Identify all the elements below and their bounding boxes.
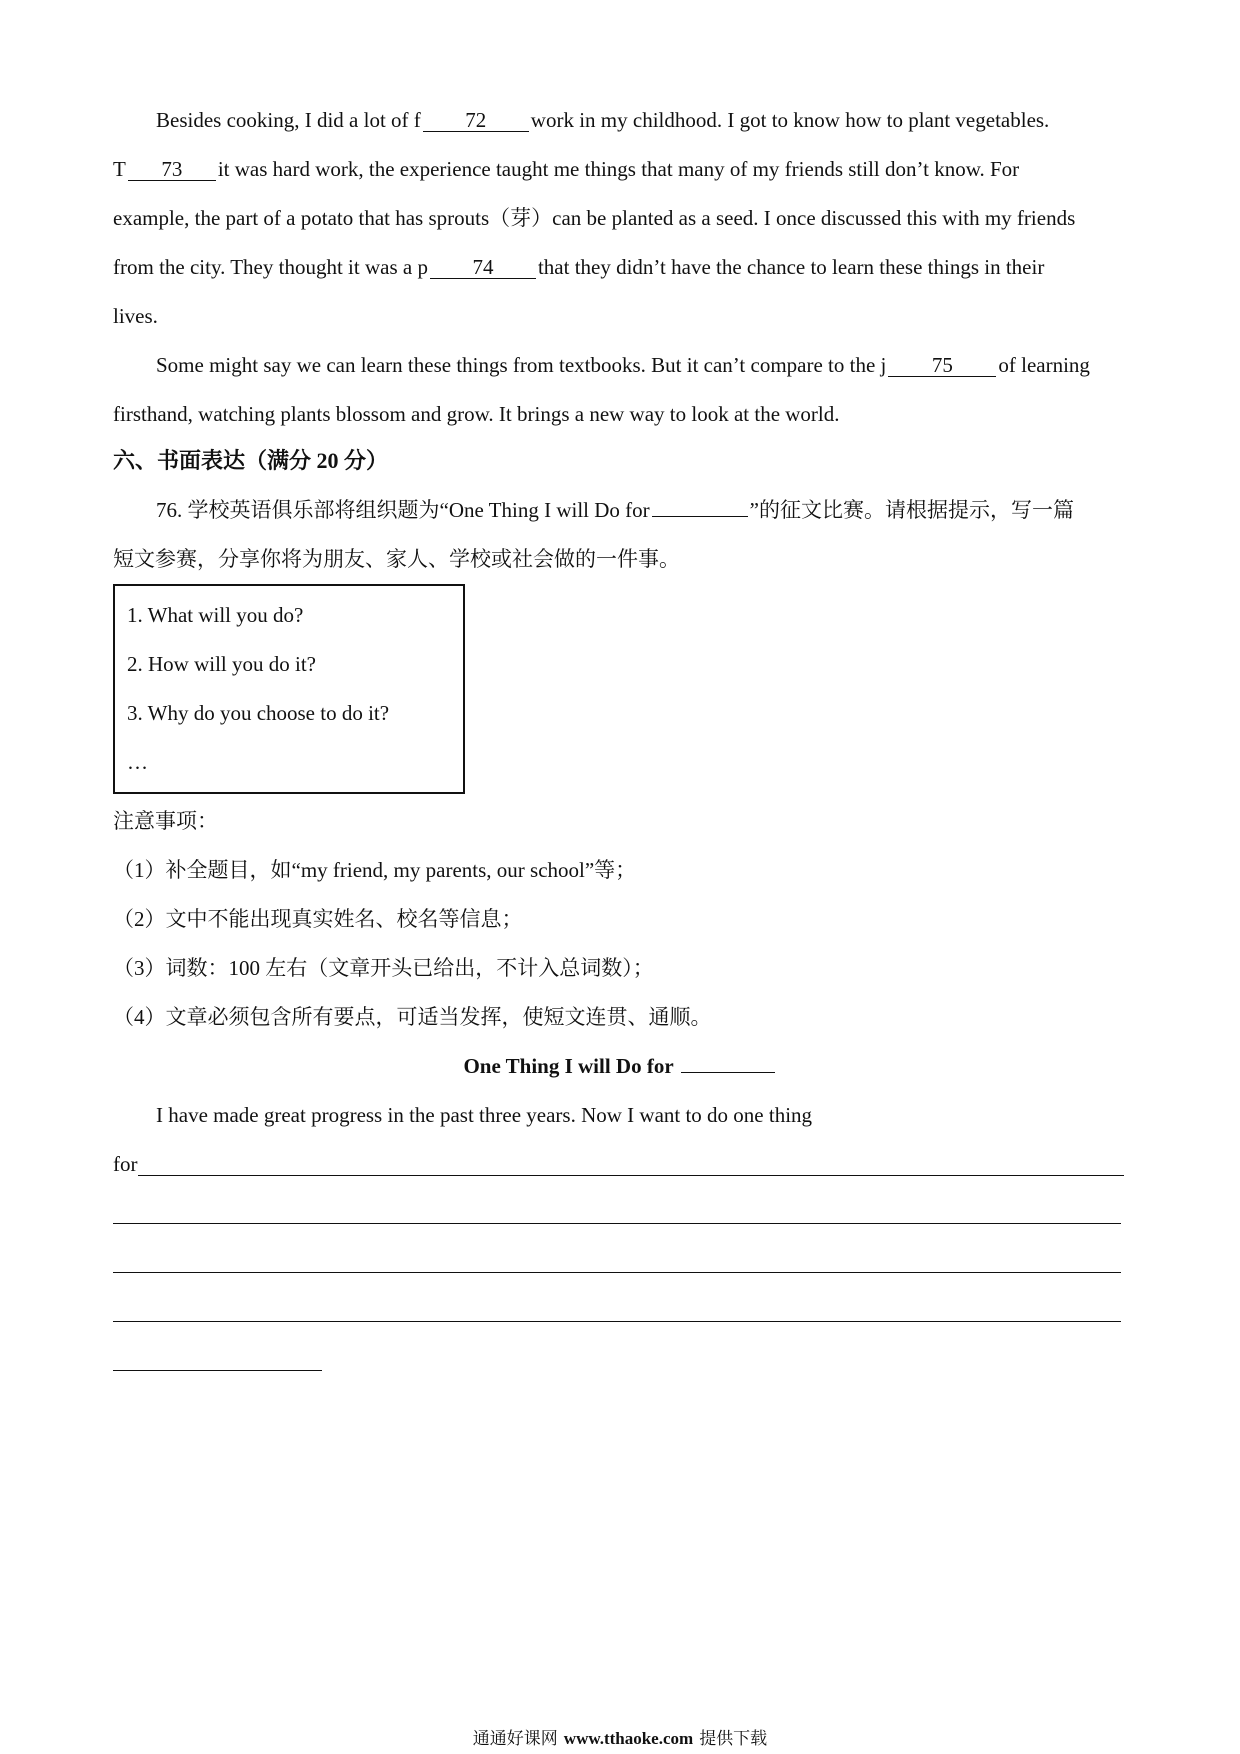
- passage-line-6: Some might say we can learn these things from textbooks. But it can’t compare to the j 75 of learning: [156, 353, 1090, 377]
- writing-line[interactable]: [113, 1223, 1121, 1224]
- page-footer: 通通好课网 www.tthaoke.com 提供下载: [472, 1729, 768, 1749]
- passage-line-3: example, the part of a potato that has sprouts（芽）can be planted as a seed. I once discussed this with my friends: [113, 206, 1076, 230]
- blank-72[interactable]: 72: [423, 109, 529, 132]
- blank-75[interactable]: 75: [888, 354, 996, 377]
- title-blank[interactable]: [652, 516, 748, 517]
- notes-label: 注意事项：: [113, 809, 218, 833]
- blank-73[interactable]: 73: [128, 158, 216, 181]
- hint-item: 3. Why do you choose to do it?: [127, 701, 390, 725]
- essay-title-blank[interactable]: [681, 1072, 775, 1073]
- blank-74[interactable]: 74: [430, 256, 536, 279]
- passage-line-1: Besides cooking, I did a lot of f 72 work in my childhood. I got to know how to plant vegetables.: [156, 108, 1050, 132]
- writing-line[interactable]: [113, 1370, 322, 1371]
- writing-line[interactable]: [113, 1272, 1121, 1273]
- note-item-4: （4）文章必须包含所有要点，可适当发挥，使短文连贯、通顺。: [113, 1005, 712, 1029]
- hint-item: 2. How will you do it?: [127, 652, 316, 676]
- passage-line-7: firsthand, watching plants blossom and grow. It brings a new way to look at the world.: [113, 402, 840, 426]
- footer-url: www.tthaoke.com: [563, 1729, 694, 1748]
- writing-line[interactable]: [138, 1175, 1124, 1176]
- section-heading: 六、书面表达（满分 20 分）: [113, 448, 389, 473]
- passage-line-4: from the city. They thought it was a p 74 that they didn’t have the chance to learn these things in their: [113, 255, 1045, 279]
- note-item-2: （2）文中不能出现真实姓名、校名等信息；: [113, 907, 523, 931]
- essay-for-label: for: [113, 1152, 138, 1176]
- passage-line-5: lives.: [113, 304, 158, 328]
- note-item-1: （1）补全题目，如“my friend, my parents, our school”等；: [113, 858, 637, 882]
- hint-item: 1. What will you do?: [127, 603, 304, 627]
- essay-title: One Thing I will Do for: [0, 1051, 1240, 1081]
- hint-box: [113, 584, 465, 794]
- note-item-3: （3）词数：100 左右（文章开头已给出，不计入总词数）；: [113, 956, 654, 980]
- hint-item: …: [127, 750, 148, 774]
- essay-opening: I have made great progress in the past three years. Now I want to do one thing: [156, 1103, 813, 1127]
- question-76-line-2: 短文参赛，分享你将为朋友、家人、学校或社会做的一件事。: [113, 547, 680, 571]
- question-76-line-1: 76. 学校英语俱乐部将组织题为“One Thing I will Do for ”的征文比赛。请根据提示，写一篇: [156, 498, 1074, 522]
- passage-line-2: T 73 it was hard work, the experience taught me things that many of my friends still don’t know. For: [113, 157, 1020, 181]
- writing-line[interactable]: [113, 1321, 1121, 1322]
